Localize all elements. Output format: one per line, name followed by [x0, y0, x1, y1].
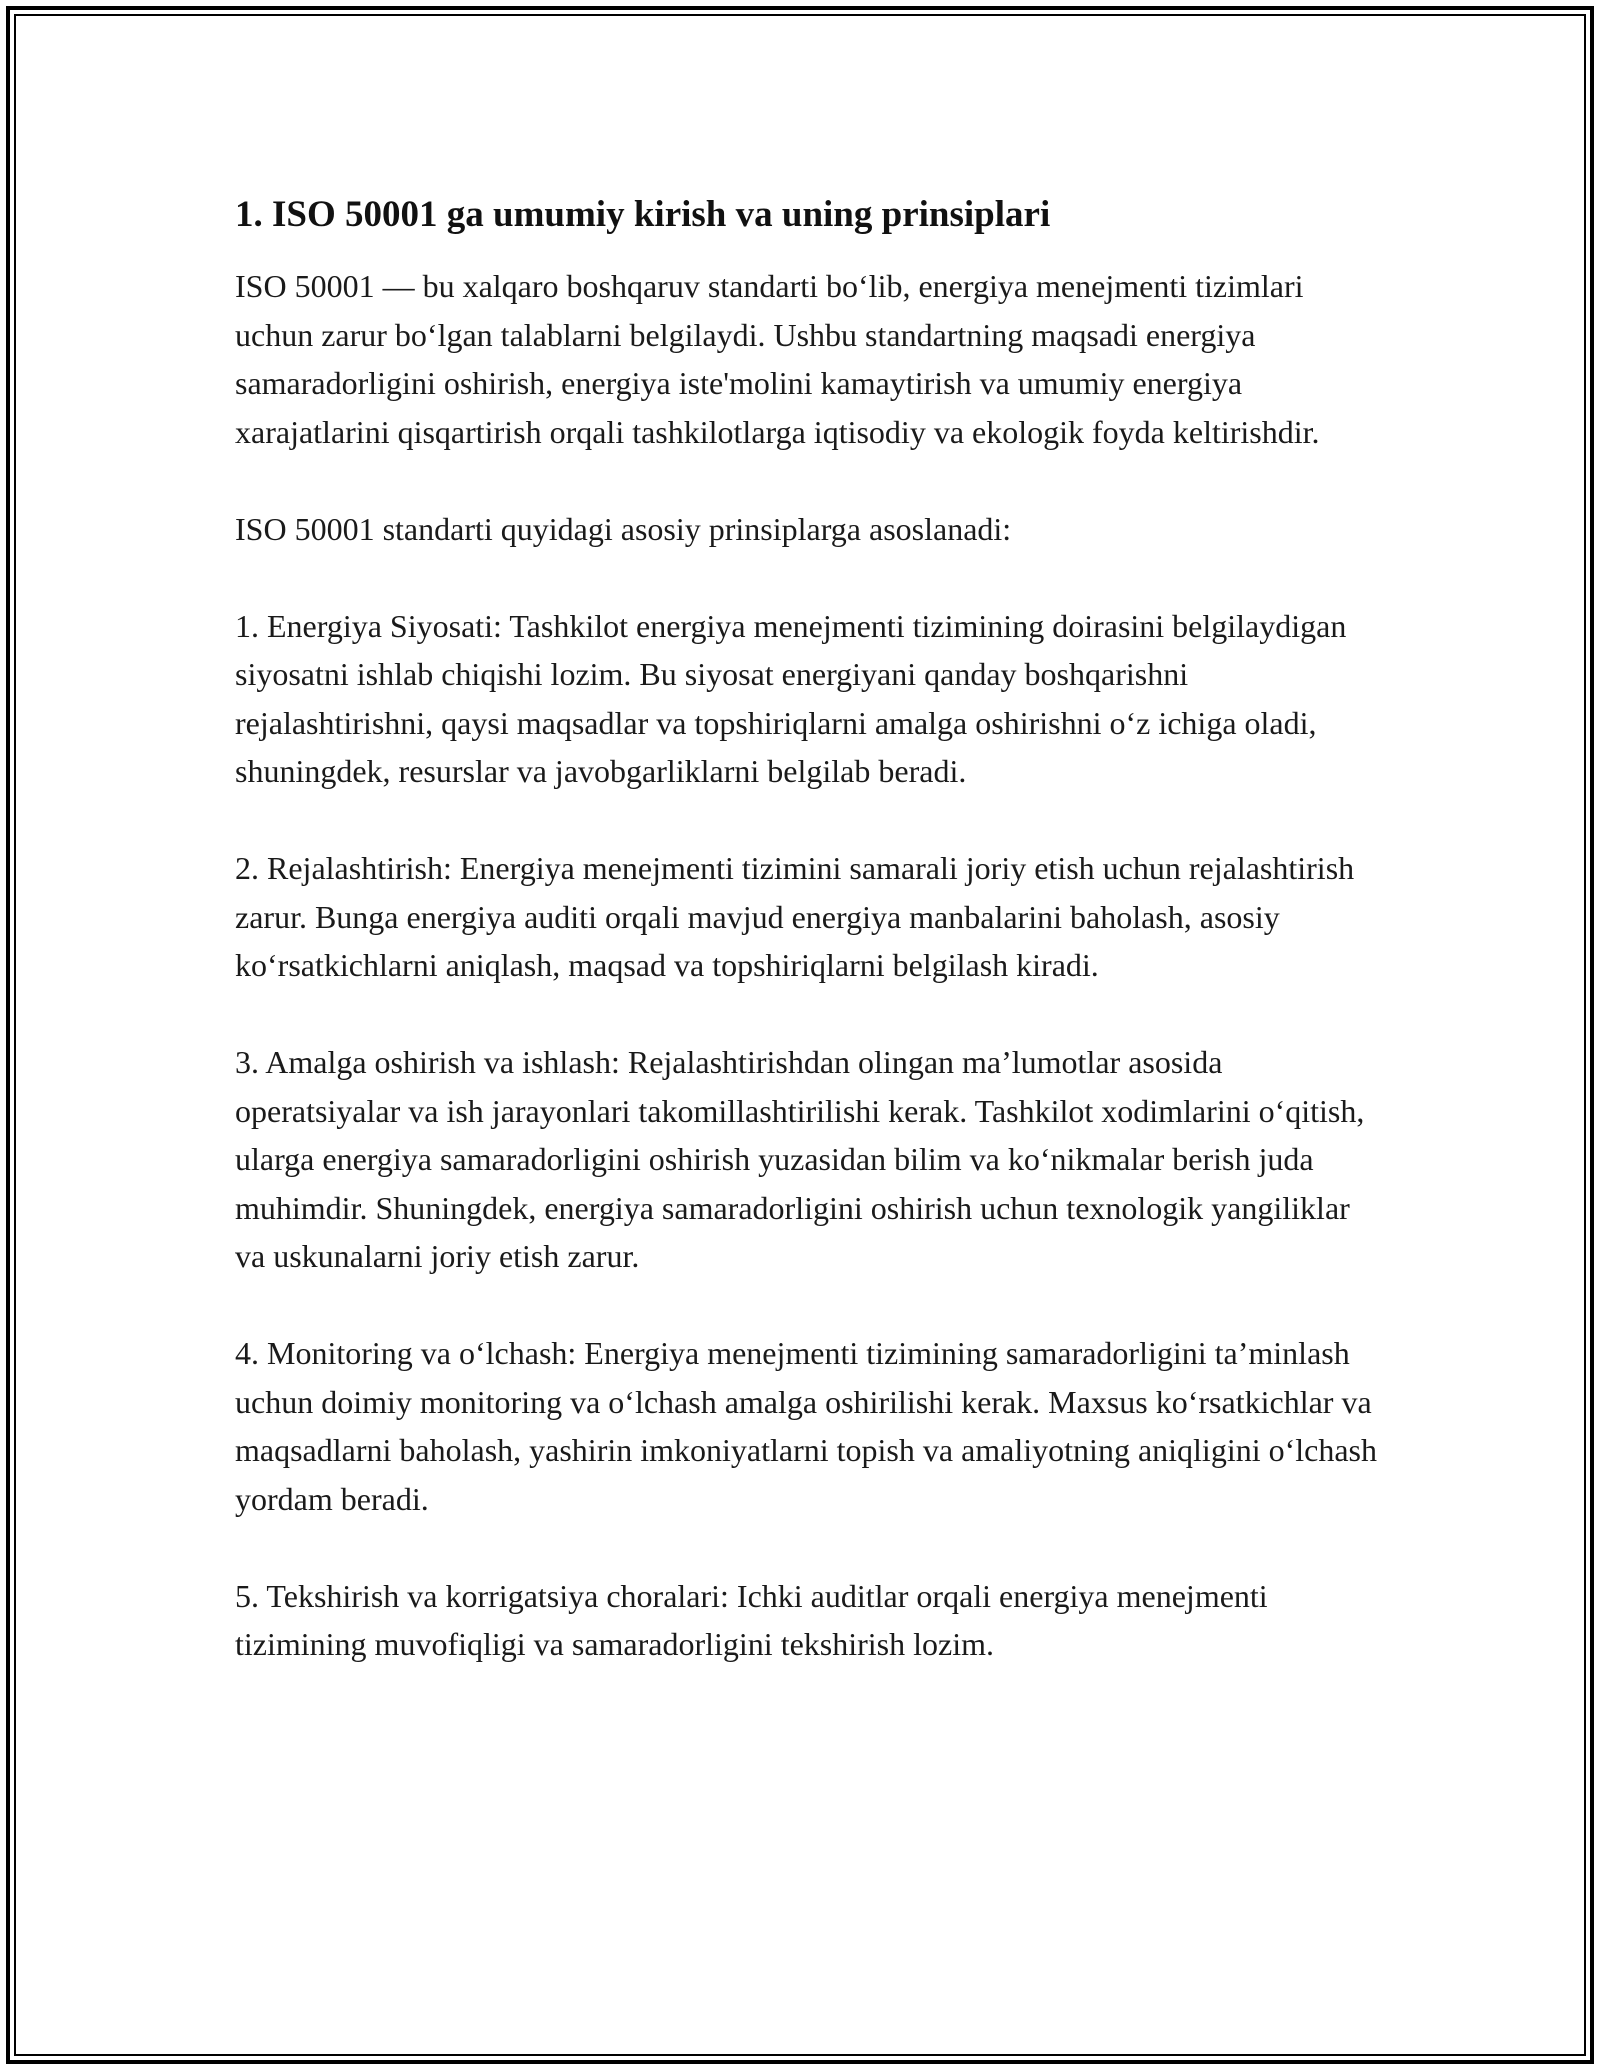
- paragraph-energy-policy: 1. Energiya Siyosati: Tashkilot energiya menejmenti tizimining doirasini belgilaydigan siyosatni ishlab chiqishi lozim. Bu siyosat energiyani qanday boshqarishni rejalashtirishni, qaysi maqsadlar va topshiriqlarni amalga oshirishni o‘z ichiga oladi, shuningdek, resurslar va javobgarliklarni belgilab beradi.: [235, 607, 1347, 789]
- paragraph-checking: 5. Tekshirish va korrigatsiya choralari: Ichki auditlar orqali energiya menejmenti tizimining muvofiqligi va samaradorligini tekshirish lozim.: [235, 1577, 1268, 1662]
- paragraph-intro: ISO 50001 — bu xalqaro boshqaruv standarti bo‘lib, energiya menejmenti tizimlari uchun zarur bo‘lgan talablarni belgilaydi. Ushbu standartning maqsadi energiya samaradorligini oshirish, energiya iste'molini kamaytirish va umumiy energiya xarajatlarini qisqartirish orqali tashkilotlarga iqtisodiy va ekologik foyda keltirishdir.: [235, 268, 1320, 450]
- paragraph-planning: 2. Rejalashtirish: Energiya menejmenti tizimini samarali joriy etish uchun rejalashtirish zarur. Bunga energiya auditi orqali mavjud energiya manbalarini baholash, asosiy ko‘rsatkichlarni aniqlash, maqsad va topshiriqlarni belgilash kiradi.: [235, 850, 1355, 983]
- document-title: 1. ISO 50001 ga umumiy kirish va uning prinsiplari: [235, 194, 1051, 235]
- document-page: [235, 190, 1385, 1717]
- paragraph-principles-lead: ISO 50001 standarti quyidagi asosiy prinsiplarga asoslanadi:: [235, 510, 1012, 547]
- paragraph-monitoring: 4. Monitoring va o‘lchash: Energiya menejmenti tizimining samaradorligini ta’minlash uchun doimiy monitoring va o‘lchash amalga oshirilishi kerak. Maxsus ko‘rsatkichlar va maqsadlarni baholash, yashirin imkoniyatlarni topish va amaliyotning aniqligini o‘lchash yordam beradi.: [235, 1335, 1377, 1517]
- paragraph-implementation: 3. Amalga oshirish va ishlash: Rejalashtirishdan olingan ma’lumotlar asosida operatsiyalar va ish jarayonlari takomillashtirilishi kerak. Tashkilot xodimlarini o‘qitish, ularga energiya samaradorligini oshirish yuzasidan bilim va ko‘nikmalar berish juda muhimdir. Shuningdek, energiya samaradorligini oshirish uchun texnologik yangiliklar va uskunalarni joriy etish zarur.: [235, 1044, 1365, 1274]
